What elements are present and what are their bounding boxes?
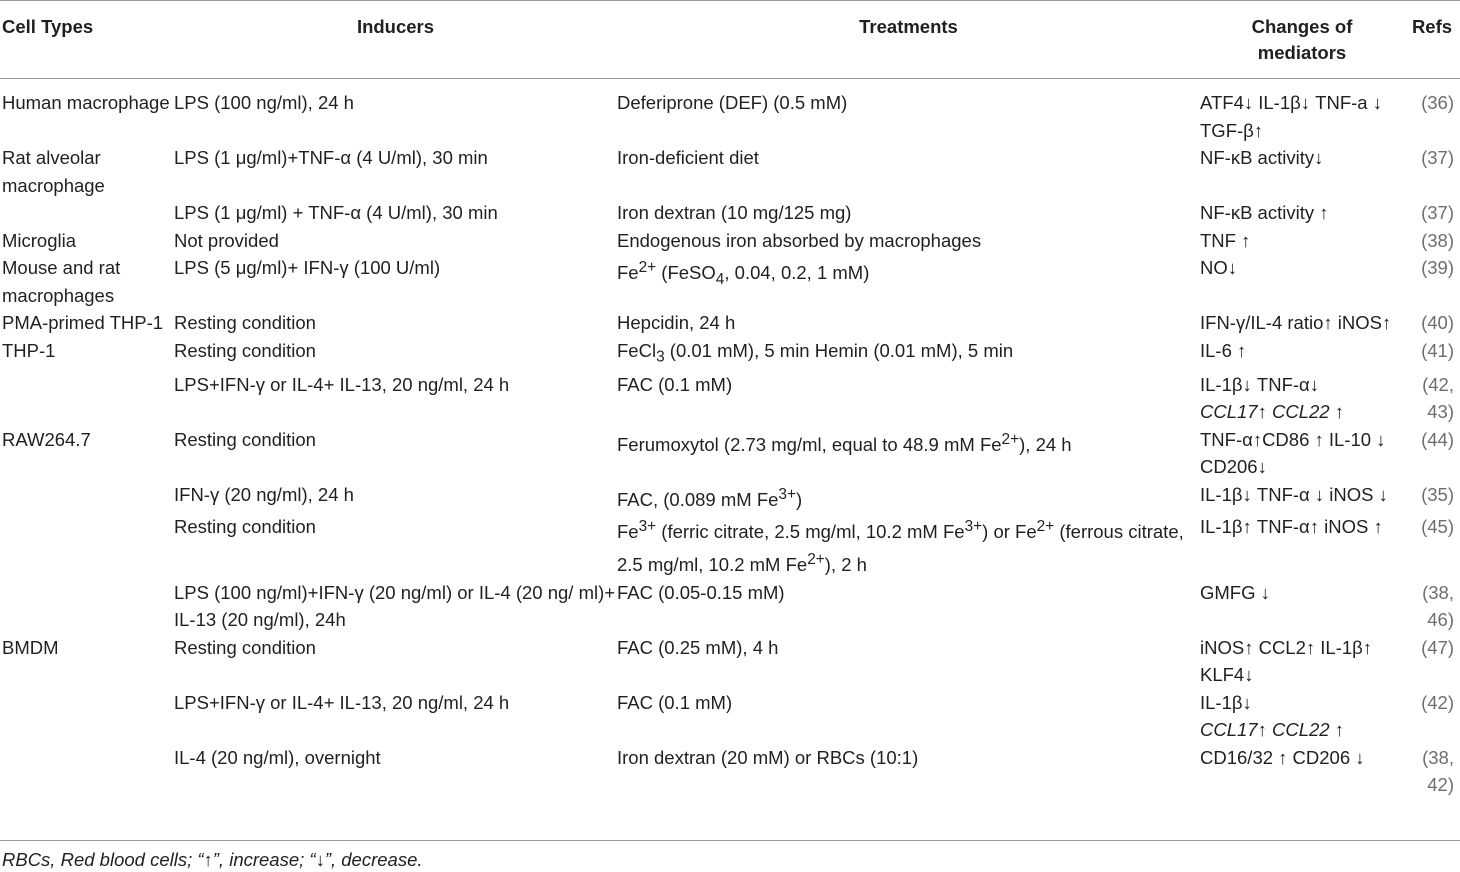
reference-link[interactable]: (41) (1421, 339, 1454, 361)
table-row (0, 634, 1460, 689)
treatment: $Fe^{2+}$ (FeSO$_4$, 0.04, 0.2, 1 mM) (617, 259, 870, 288)
treatment: FAC (0.1 mM) (617, 373, 733, 395)
table-row (0, 309, 1460, 337)
treatment: $Fe^{3+}$ (ferric citrate, 2.5 mg/ml, 10.2 mM $Fe^{3+}$) or $Fe^{2+}$ (ferrous citrate, 2.5 mg/ml, 10.2 mM $Fe^{2+}$), 2 h (617, 518, 1184, 576)
treatment: FeCl$_3$ (0.01 mM), 5 min Hemin (0.01 mM), 5 min (617, 339, 1014, 366)
reference-link[interactable]: (39) (1421, 257, 1454, 278)
table-row (0, 371, 1460, 426)
table-row (0, 481, 1460, 514)
table-row (0, 513, 1460, 578)
reference-link[interactable]: (42) (1421, 691, 1454, 713)
inducer: LPS+IFN-γ or IL-4+ IL-13, 20 ng/ml, 24 h (174, 691, 510, 713)
cell-type (0, 371, 174, 426)
mediator-changes: IL-1β↓ TNF-α↓ CCL17↑ CCL22 ↑ (1200, 373, 1344, 423)
table-bottom-rule (0, 840, 1460, 841)
table-row (0, 144, 1460, 199)
mediator-changes: CD16/32 ↑ CD206 ↓ (1200, 746, 1365, 768)
header-treatments: Treatments (617, 1, 1200, 79)
mediator-changes: TNF-α↑CD86 ↑ IL-10 ↓ CD206↓ (1200, 428, 1386, 478)
inducer: LPS (100 ng/ml), 24 h (174, 92, 354, 113)
inducer: LPS+IFN-γ or IL-4+ IL-13, 20 ng/ml, 24 h (174, 373, 510, 395)
inducer: Resting condition (174, 516, 316, 538)
inducer: LPS (1 μg/ml)+TNF-α (4 U/ml), 30 min (174, 147, 488, 168)
treatment: Iron dextran (20 mM) or RBCs (10:1) (617, 746, 919, 768)
table-row (0, 744, 1460, 805)
header-changes: Changes of mediators (1200, 1, 1404, 79)
treatment: Hepcidin, 24 h (617, 312, 736, 333)
inducer: Resting condition (174, 428, 316, 450)
cell-type (0, 689, 174, 744)
reference-link[interactable]: (35) (1421, 483, 1454, 505)
reference-link[interactable]: (38, 46) (1422, 581, 1454, 631)
cell-type (0, 481, 174, 514)
reference-link[interactable]: (37) (1421, 147, 1454, 168)
mediator-changes: NO↓ (1200, 257, 1237, 278)
cell-type: THP-1 (2, 339, 56, 361)
table-body (0, 79, 1460, 805)
table-row (0, 227, 1460, 255)
cell-type: RAW264.7 (2, 428, 91, 450)
cell-type: Mouse and rat macrophages (2, 257, 121, 306)
reference-link[interactable]: (42, 43) (1422, 373, 1454, 423)
inducer: LPS (100 ng/ml)+IFN-γ (20 ng/ml) or IL-4 (20 ng/ ml)+ IL-13 (20 ng/ml), 24h (174, 581, 616, 631)
table-row (0, 689, 1460, 744)
reference-link[interactable]: (40) (1421, 312, 1454, 333)
mediator-changes: NF-κB activity↓ (1200, 147, 1324, 168)
mediator-changes: iNOS↑ CCL2↑ IL-1β↑ KLF4↓ (1200, 636, 1373, 686)
cell-type: BMDM (2, 636, 59, 658)
mediator-changes: IL-1β↓ TNF-α ↓ iNOS ↓ (1200, 483, 1388, 505)
table-footnote: RBCs, Red blood cells; “↑”, increase; “↓”, decrease. (2, 849, 423, 870)
mediator-changes: ATF4↓ IL-1β↓ TNF-a ↓ TGF-β↑ (1200, 92, 1382, 141)
table-row (0, 254, 1460, 309)
table-row (0, 426, 1460, 481)
cell-type (0, 579, 174, 634)
reference-link[interactable]: (37) (1421, 202, 1454, 223)
treatment: FAC, (0.089 mM $Fe^{3+}$) (617, 485, 803, 510)
mediator-changes: IFN-γ/IL-4 ratio↑ iNOS↑ (1200, 312, 1392, 333)
mediator-changes: NF-κB activity ↑ (1200, 202, 1329, 223)
reference-link[interactable]: (44) (1421, 428, 1454, 450)
treatment: Endogenous iron absorbed by macrophages (617, 229, 982, 251)
treatment: Iron-deficient diet (617, 147, 759, 168)
treatment: FAC (0.25 mM), 4 h (617, 636, 779, 658)
treatment: Iron dextran (10 mg/125 mg) (617, 202, 852, 223)
cell-type (0, 744, 174, 805)
table-header (0, 1, 1460, 79)
header-inducers: Inducers (174, 1, 617, 79)
reference-link[interactable]: (38, 42) (1422, 746, 1454, 796)
inducer: Resting condition (174, 636, 316, 658)
treatment: Ferumoxytol (2.73 mg/ml, equal to 48.9 mM $Fe^{2+}$), 24 h (617, 430, 1072, 455)
reference-link[interactable]: (47) (1421, 636, 1454, 658)
table-row (0, 337, 1460, 371)
cell-type: PMA-primed THP-1 (2, 312, 164, 333)
inducer: IFN-γ (20 ng/ml), 24 h (174, 483, 354, 505)
reference-link[interactable]: (38) (1421, 229, 1454, 251)
mediator-changes: TNF ↑ (1200, 229, 1251, 251)
mediator-changes: IL-1β↑ TNF-α↑ iNOS ↑ (1200, 516, 1383, 538)
inducer: Resting condition (174, 339, 316, 361)
table-row (0, 199, 1460, 227)
mediator-changes: IL-1β↓ CCL17↑ CCL22 ↑ (1200, 691, 1344, 741)
treatment: FAC (0.1 mM) (617, 691, 733, 713)
cell-type: Rat alveolar macrophage (2, 147, 105, 196)
table-row (0, 579, 1460, 634)
mediator-changes: IL-6 ↑ (1200, 339, 1247, 361)
cell-type (0, 513, 174, 578)
inducer: Resting condition (174, 312, 316, 333)
table-row (0, 79, 1460, 145)
inducer: IL-4 (20 ng/ml), overnight (174, 746, 381, 768)
header-cell-types: Cell Types (0, 1, 174, 79)
cell-type: Human macrophage (2, 92, 170, 113)
mediator-changes: GMFG ↓ (1200, 581, 1270, 603)
cell-type (0, 199, 174, 227)
cell-type: Microglia (2, 229, 77, 251)
reference-link[interactable]: (45) (1421, 516, 1454, 538)
inducer: Not provided (174, 229, 279, 251)
treatment: Deferiprone (DEF) (0.5 mM) (617, 92, 848, 113)
inducer: LPS (1 μg/ml) + TNF-α (4 U/ml), 30 min (174, 202, 498, 223)
header-refs: Refs (1404, 1, 1460, 79)
inducer: LPS (5 μg/ml)+ IFN-γ (100 U/ml) (174, 257, 441, 278)
treatment: FAC (0.05-0.15 mM) (617, 581, 785, 603)
reference-link[interactable]: (36) (1421, 92, 1454, 113)
